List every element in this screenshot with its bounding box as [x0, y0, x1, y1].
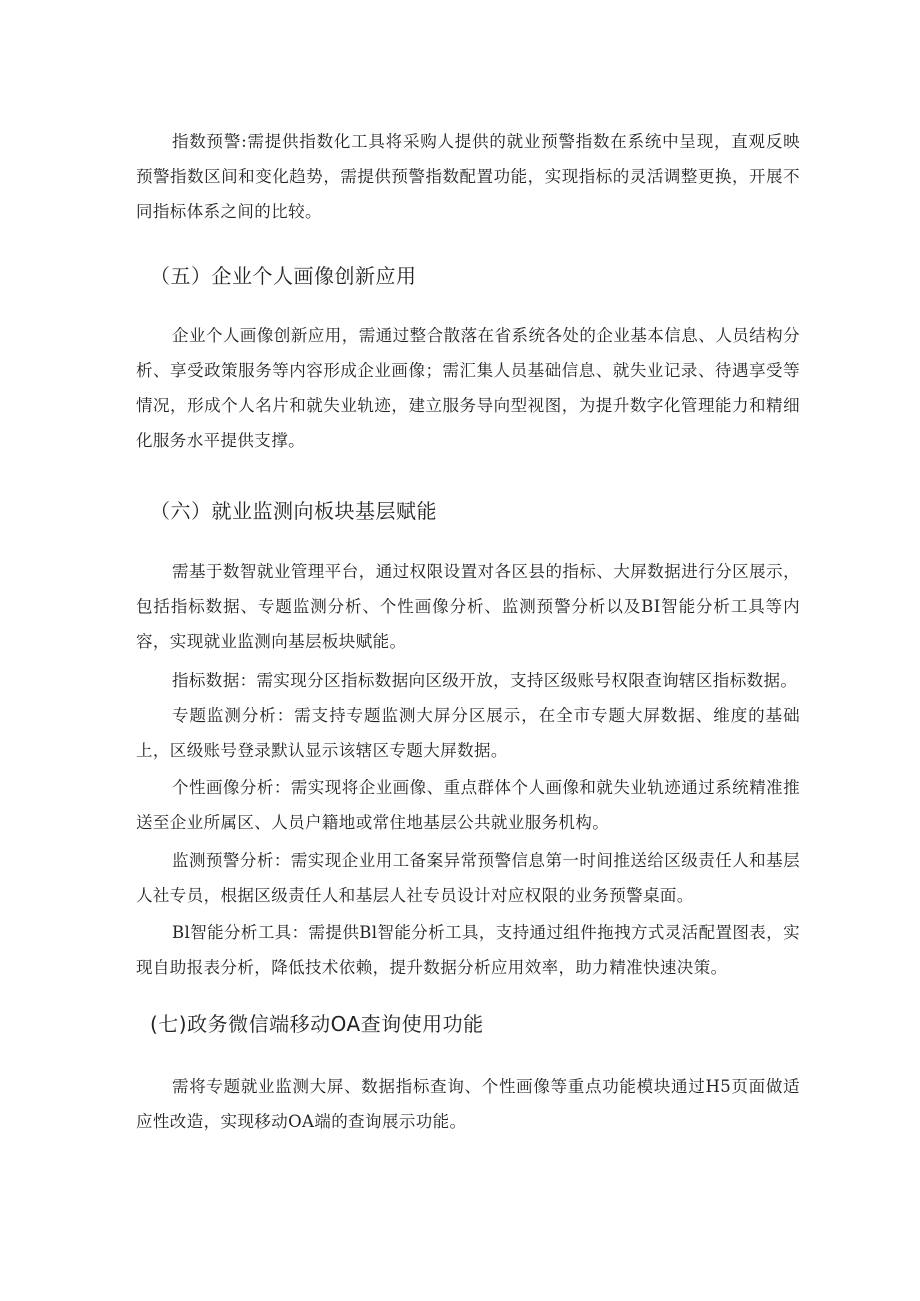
section-5-heading: （五）企业个人画像创新应用 — [150, 264, 417, 288]
section-6-paragraph-intro: 需基于数智就业管理平台，通过权限设置对各区县的指标、大屏数据进行分区展示，包括指标数据、专题监测分析、个性画像分析、监测预警分析以及BI智能分析工具等内容，实现就业监测向基层板块赋能。 — [136, 562, 800, 651]
section-6-paragraph-warning-analysis: 监测预警分析：需实现企业用工备案异常预警信息第一时间推送给区级责任人和基层人社专员，根据区级责任人和基层人社专员设计对应权限的业务预警桌面。 — [136, 851, 800, 905]
section-7-paragraph: 需将专题就业监测大屏、数据指标查询、个性画像等重点功能模块通过H5页面做适应性改造，实现移动OA端的查询展示功能。 — [136, 1077, 800, 1131]
section-6-paragraph-indicator-data: 指标数据：需实现分区指标数据向区级开放，支持区级账号权限查询辖区指标数据。 — [172, 671, 798, 690]
section-6-heading: （六）就业监测向板块基层赋能 — [150, 499, 437, 523]
section-7-heading: (七)政务微信端移动OA查询使用功能 — [150, 1012, 484, 1036]
section-6-paragraph-profile-analysis: 个性画像分析：需实现将企业画像、重点群体个人画像和就失业轨迹通过系统精准推送至企业所属区、人员户籍地或常住地基层公共就业服务机构。 — [136, 778, 800, 832]
section-5-paragraph: 企业个人画像创新应用，需通过整合散落在省系统各处的企业基本信息、人员结构分析、享受政策服务等内容形成企业画像；需汇集人员基础信息、就失业记录、待遇享受等情况，形成个人名片和就失业轨迹，建立服务导向型视图，为提升数字化管理能力和精细化服务水平提供支撑。 — [136, 326, 800, 450]
section-6-paragraph-bi-tool: Bl智能分析工具：需提供Bl智能分析工具，支持通过组件拖拽方式灵活配置图表，实现自助报表分析，降低技术依赖，提升数据分析应用效率，助力精准快速决策。 — [136, 923, 800, 977]
intro-paragraph: 指数预警:需提供指数化工具将采购人提供的就业预警指数在系统中呈现，直观反映预警指数区间和变化趋势，需提供预警指数配置功能，实现指标的灵活调整更换，开展不同指标体系之间的比较。 — [136, 132, 800, 221]
section-6-paragraph-topic-monitoring: 专题监测分析：需支持专题监测大屏分区展示，在全市专题大屏数据、维度的基础上，区级账号登录默认显示该辖区专题大屏数据。 — [136, 706, 800, 760]
